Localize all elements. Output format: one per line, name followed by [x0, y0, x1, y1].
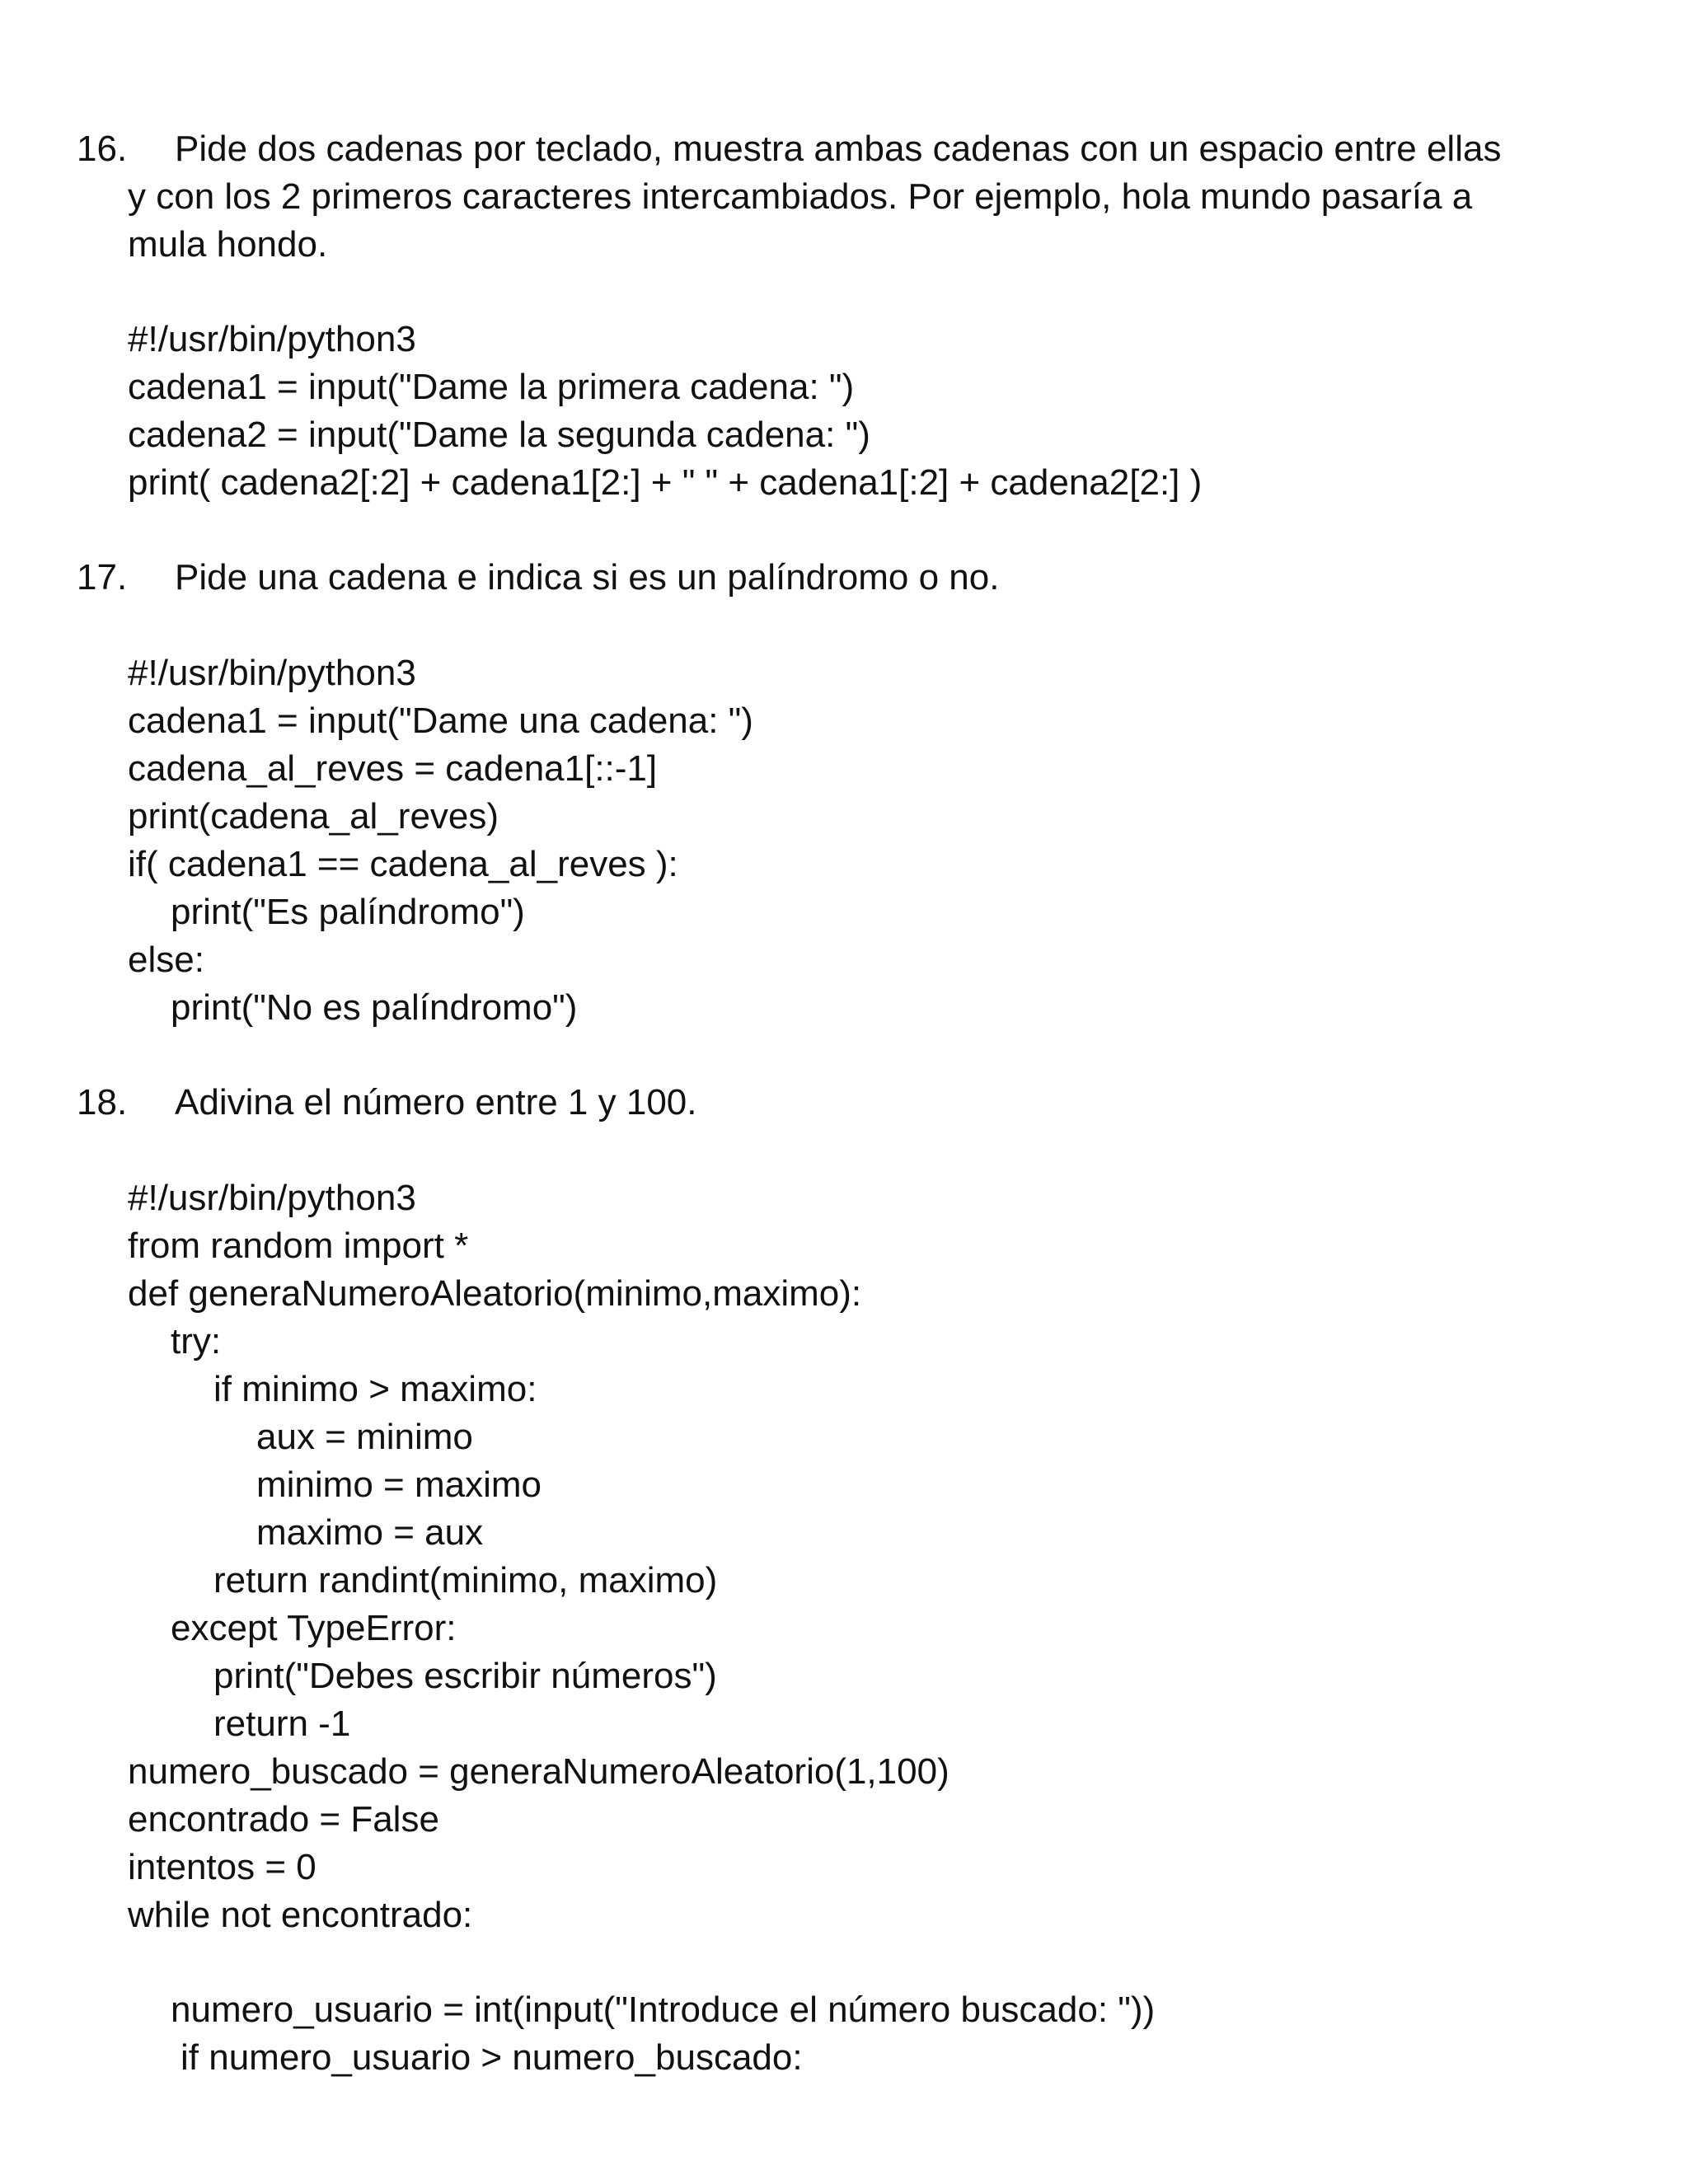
exercise-17-code-line-1: #!/usr/bin/python3: [128, 653, 416, 693]
exercise-16-statement-line-3: mula hondo.: [128, 224, 328, 265]
exercise-18-code-line-10: except TypeError:: [171, 1608, 457, 1648]
exercise-17-code-line-3: cadena_al_reves = cadena1[::-1]: [128, 748, 658, 789]
exercise-18-code-line-17: numero_usuario = int(input("Introduce el número buscado: ")): [171, 1990, 1156, 2030]
exercise-17-code-line-6: print("Es palíndromo"): [171, 892, 525, 932]
exercise-18-code-line-6: aux = minimo: [256, 1417, 473, 1457]
exercise-18-code-line-14: encontrado = False: [128, 1799, 439, 1840]
exercise-18-code-line-8: maximo = aux: [256, 1512, 484, 1553]
exercise-18-code-line-2: from random import *: [128, 1226, 469, 1266]
exercise-16-code-line-2: cadena1 = input("Dame la primera cadena: "): [128, 367, 855, 407]
exercise-18-code-line-12: return -1: [213, 1704, 351, 1744]
exercise-17-code-line-7: else:: [128, 940, 204, 980]
exercise-17-code-line-4: print(cadena_al_reves): [128, 796, 499, 837]
exercise-18-code-line-4: try:: [171, 1321, 222, 1361]
exercise-16-code-line-1: #!/usr/bin/python3: [128, 319, 416, 359]
exercise-17-number: 17.: [77, 557, 128, 598]
exercise-16-statement-line-1: Pide dos cadenas por teclado, muestra ambas cadenas con un espacio entre ellas: [175, 129, 1502, 169]
exercise-16-code-line-4: print( cadena2[:2] + cadena1[2:] + " " + cadena1[:2] + cadena2[2:] ): [128, 462, 1203, 503]
exercise-16-code-line-3: cadena2 = input("Dame la segunda cadena: "): [128, 415, 870, 455]
exercise-18-code-line-1: #!/usr/bin/python3: [128, 1178, 416, 1218]
exercise-18-code-line-13: numero_buscado = generaNumeroAleatorio(1,100): [128, 1751, 950, 1792]
exercise-17-code-line-8: print("No es palíndromo"): [171, 987, 578, 1028]
exercise-18-code-line-18: if numero_usuario > numero_buscado:: [181, 2037, 803, 2078]
exercise-18-code-line-15: intentos = 0: [128, 1847, 316, 1887]
exercise-16-number: 16.: [77, 129, 128, 169]
exercise-18-code-line-5: if minimo > maximo:: [213, 1369, 537, 1409]
exercise-16-statement-line-2: y con los 2 primeros caracteres intercambiados. Por ejemplo, hola mundo pasaría a: [128, 176, 1473, 217]
exercise-18-code-line-7: minimo = maximo: [256, 1465, 542, 1505]
exercise-18-number: 18.: [77, 1082, 128, 1122]
exercise-18-code-line-3: def generaNumeroAleatorio(minimo,maximo):: [128, 1273, 862, 1314]
exercise-18-statement-line-1: Adivina el número entre 1 y 100.: [175, 1082, 697, 1122]
exercise-18-code-line-16: while not encontrado:: [128, 1895, 473, 1935]
exercise-17-code-line-5: if( cadena1 == cadena_al_reves ):: [128, 844, 678, 884]
exercise-17-code-line-2: cadena1 = input("Dame una cadena: "): [128, 701, 753, 741]
exercise-18-code-line-11: print("Debes escribir números"): [213, 1656, 717, 1696]
exercise-17-statement-line-1: Pide una cadena e indica si es un palíndromo o no.: [175, 557, 1000, 598]
exercise-18-code-line-9: return randint(minimo, maximo): [213, 1560, 718, 1601]
